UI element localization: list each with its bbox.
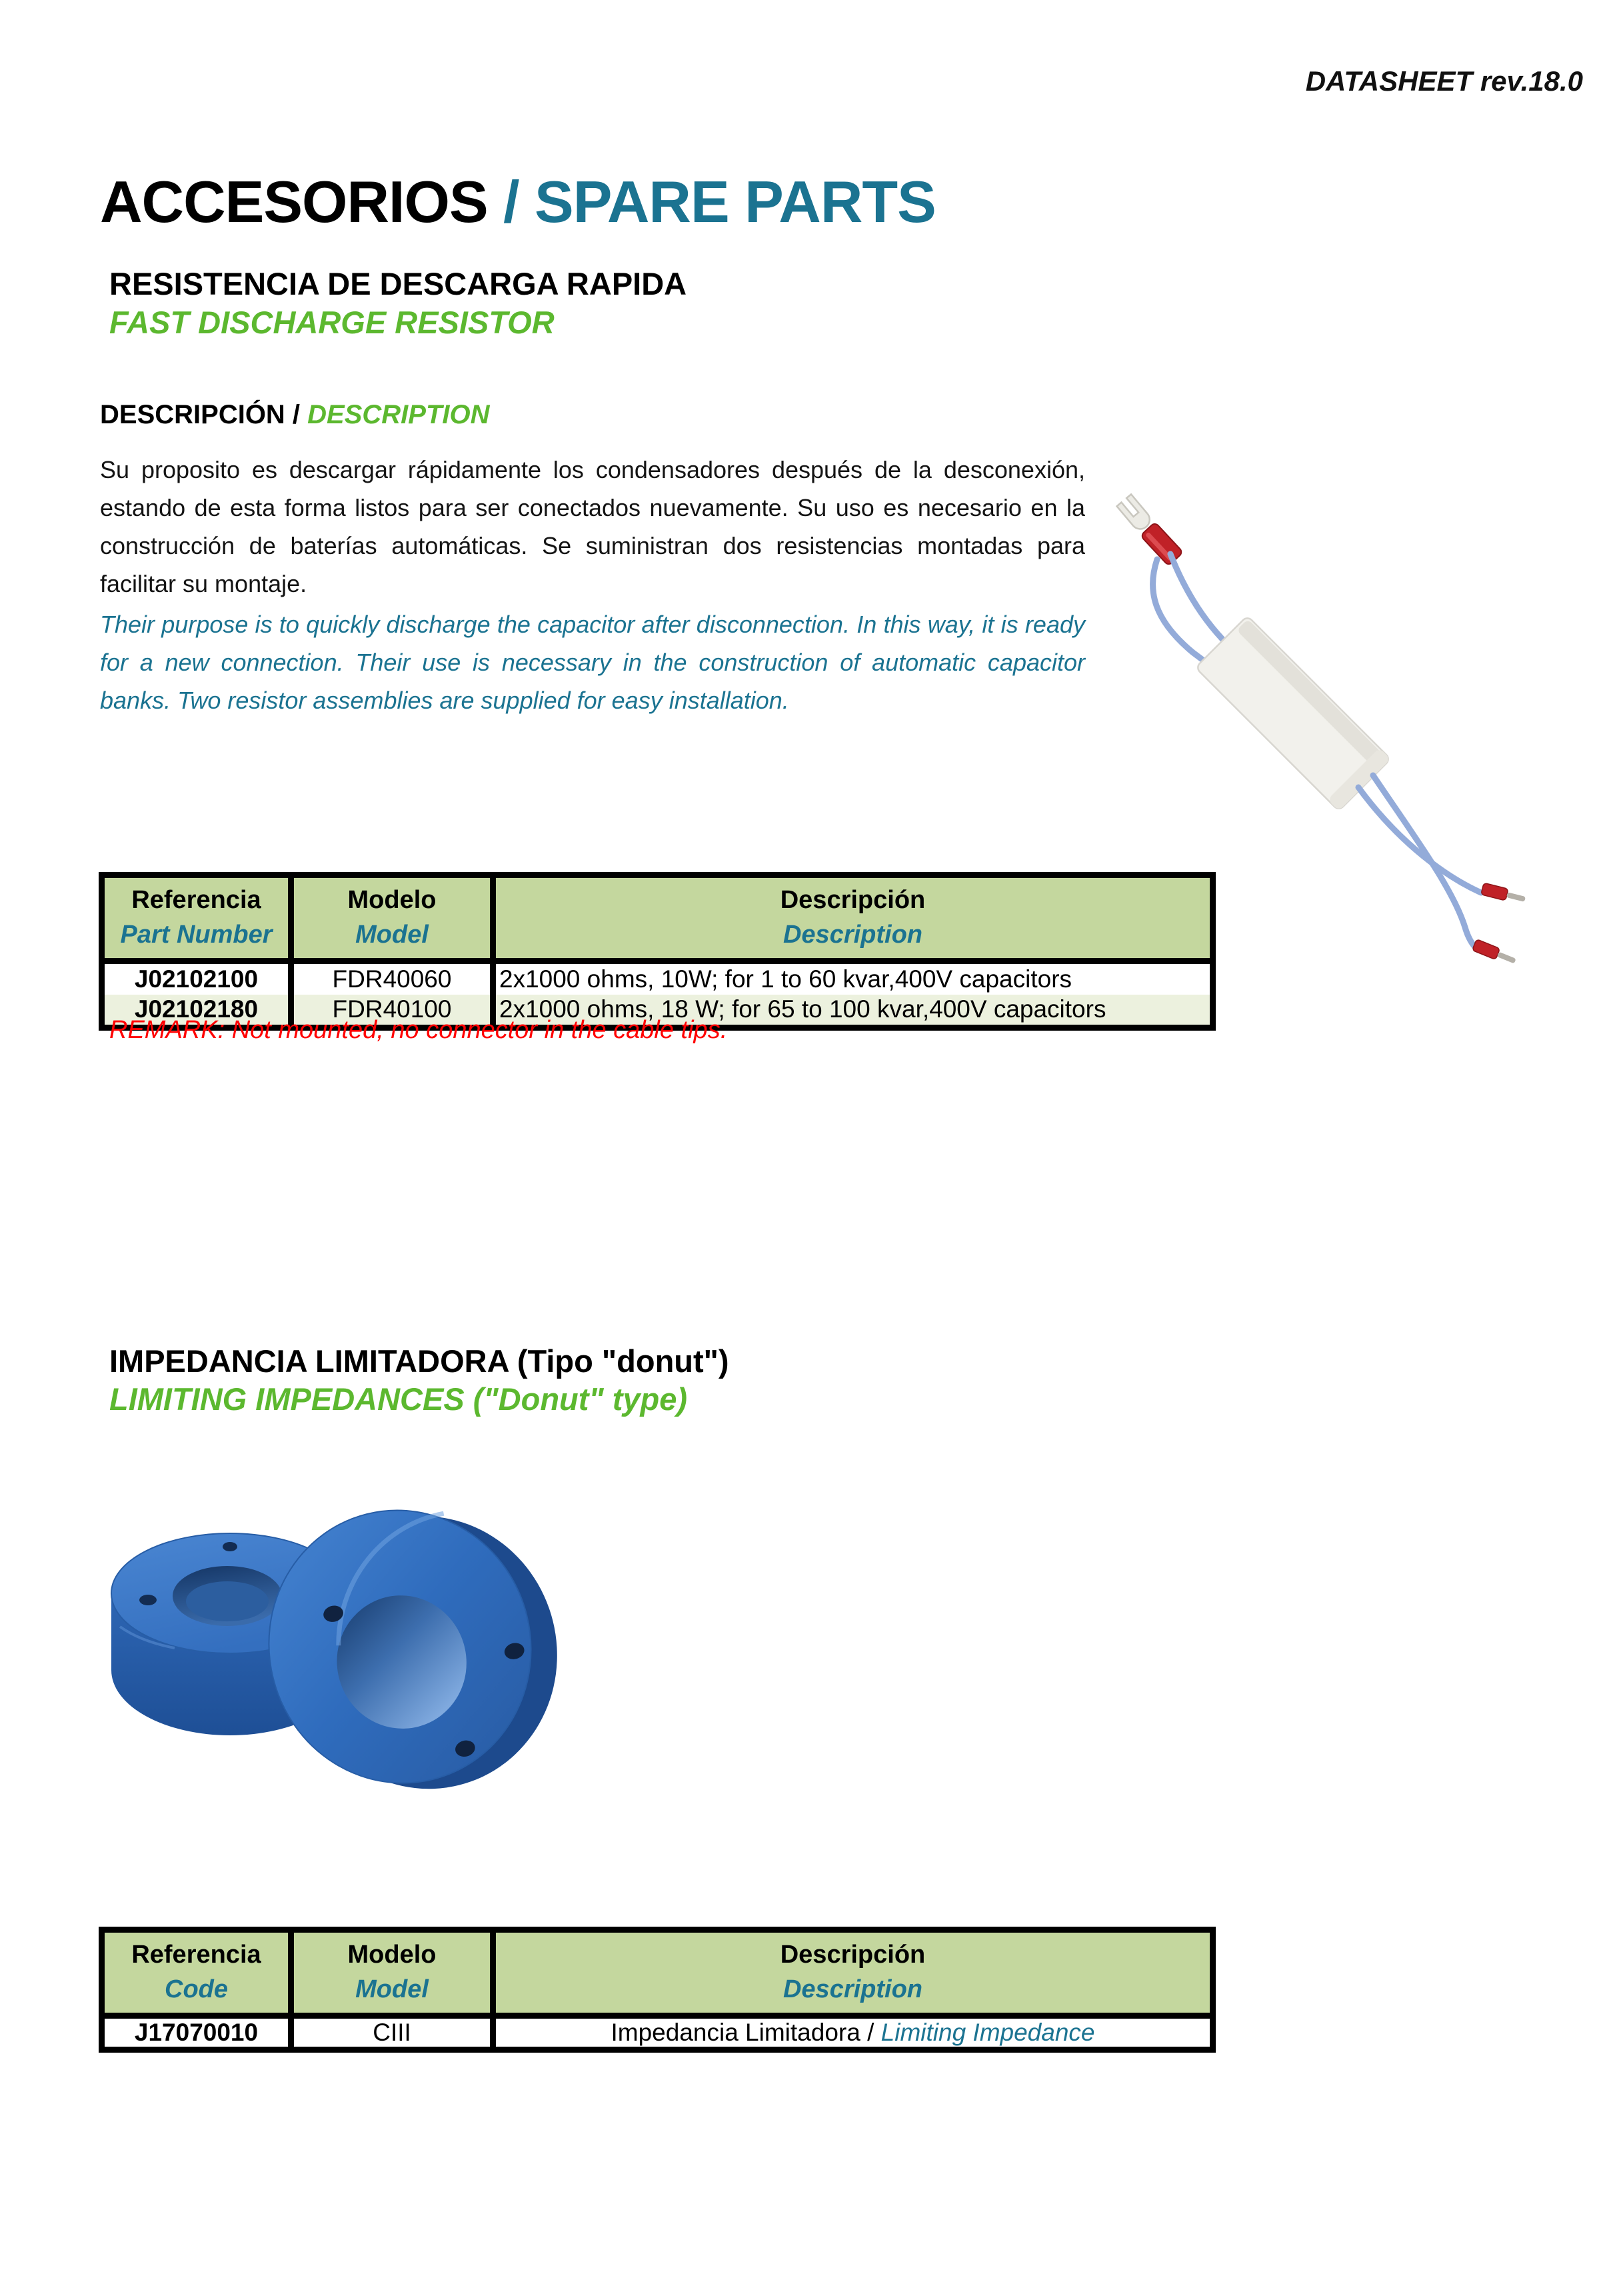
- header-model: Model: [355, 1975, 429, 2003]
- page-title-english: / SPARE PARTS: [503, 169, 936, 235]
- page-title: [100, 168, 936, 236]
- header-descripcion: Descripción: [780, 1941, 926, 1969]
- impedance-table-header-model: [291, 1930, 493, 2016]
- part-number-cell: J02102100: [102, 961, 291, 995]
- description-label-spanish: DESCRIPCIÓN: [100, 400, 285, 429]
- resistor-table-header-reference: [102, 875, 291, 961]
- resistor-table: [99, 872, 1216, 1031]
- description-cell: 2x1000 ohms, 10W; for 1 to 60 kvar,400V capacitors: [493, 961, 1213, 995]
- header-modelo: Modelo: [347, 886, 437, 914]
- model-cell: FDR40060: [291, 961, 493, 995]
- description-label: [100, 400, 490, 430]
- header-referencia: Referencia: [131, 886, 261, 914]
- model-cell: CIII: [291, 2016, 493, 2050]
- impedance-table: [99, 1927, 1216, 2053]
- impedance-table-header-row: [102, 1930, 1213, 2016]
- page-title-spanish: ACCESORIOS: [100, 169, 504, 235]
- description-spanish: Impedancia Limitadora /: [611, 2019, 881, 2046]
- table-row: [102, 961, 1213, 995]
- impedance-table-header-description: [493, 1930, 1213, 2016]
- description-english: Limiting Impedance: [880, 2019, 1095, 2046]
- part-number-cell: J02102180: [102, 995, 291, 1028]
- impedance-table-header-reference: [102, 1930, 291, 2016]
- remark-note: REMARK: Not mounted, no connector in the cable tips.: [109, 1016, 728, 1044]
- header-model: Model: [355, 921, 429, 949]
- donut-impedances-photo: [100, 1500, 567, 1813]
- description-label-english: DESCRIPTION: [307, 400, 490, 429]
- header-description: Description: [783, 921, 923, 949]
- model-cell: FDR40100: [291, 995, 493, 1028]
- description-cell: 2x1000 ohms, 18 W; for 65 to 100 kvar,400V capacitors: [493, 995, 1213, 1028]
- resistor-table-header-row: [102, 875, 1213, 961]
- section1-title-spanish: RESISTENCIA DE DESCARGA RAPIDA: [109, 266, 687, 301]
- section2-title-english: LIMITING IMPEDANCES ("Donut" type): [109, 1381, 688, 1417]
- description-paragraph-english: Their purpose is to quickly discharge the capacitor after disconnection. In this way, it is ready for a new connection. Their use is necessary in the construction of automatic capacitor banks. Two resistor assemblies are supplied for easy installation.: [100, 611, 1085, 714]
- description-paragraph-spanish: Su proposito es descargar rápidamente los condensadores después de la desconexión, estando de esta forma listos para ser conectados nuevamente. Su uso es necesario en la construcción de baterías automáticas. Se suministran dos resistencias montadas para facilitar su montaje.: [100, 456, 1085, 597]
- header-descripcion: Descripción: [780, 886, 926, 914]
- description-label-separator: /: [285, 400, 308, 429]
- description-cell: [493, 2016, 1213, 2050]
- header-part-number: Part Number: [120, 921, 273, 949]
- section1-title-english: FAST DISCHARGE RESISTOR: [109, 305, 555, 340]
- resistor-table-header-model: [291, 875, 493, 961]
- section2-title-spanish: IMPEDANCIA LIMITADORA (Tipo "donut"): [109, 1343, 729, 1379]
- table-row: [102, 2016, 1213, 2050]
- resistor-table-header-description: [493, 875, 1213, 961]
- datasheet-revision: DATASHEET rev.18.0: [1305, 65, 1583, 97]
- header-code: Code: [165, 1975, 228, 2003]
- header-description: Description: [783, 1975, 923, 2003]
- code-cell: J17070010: [102, 2016, 291, 2050]
- header-referencia: Referencia: [131, 1941, 261, 1969]
- header-modelo: Modelo: [347, 1941, 437, 1969]
